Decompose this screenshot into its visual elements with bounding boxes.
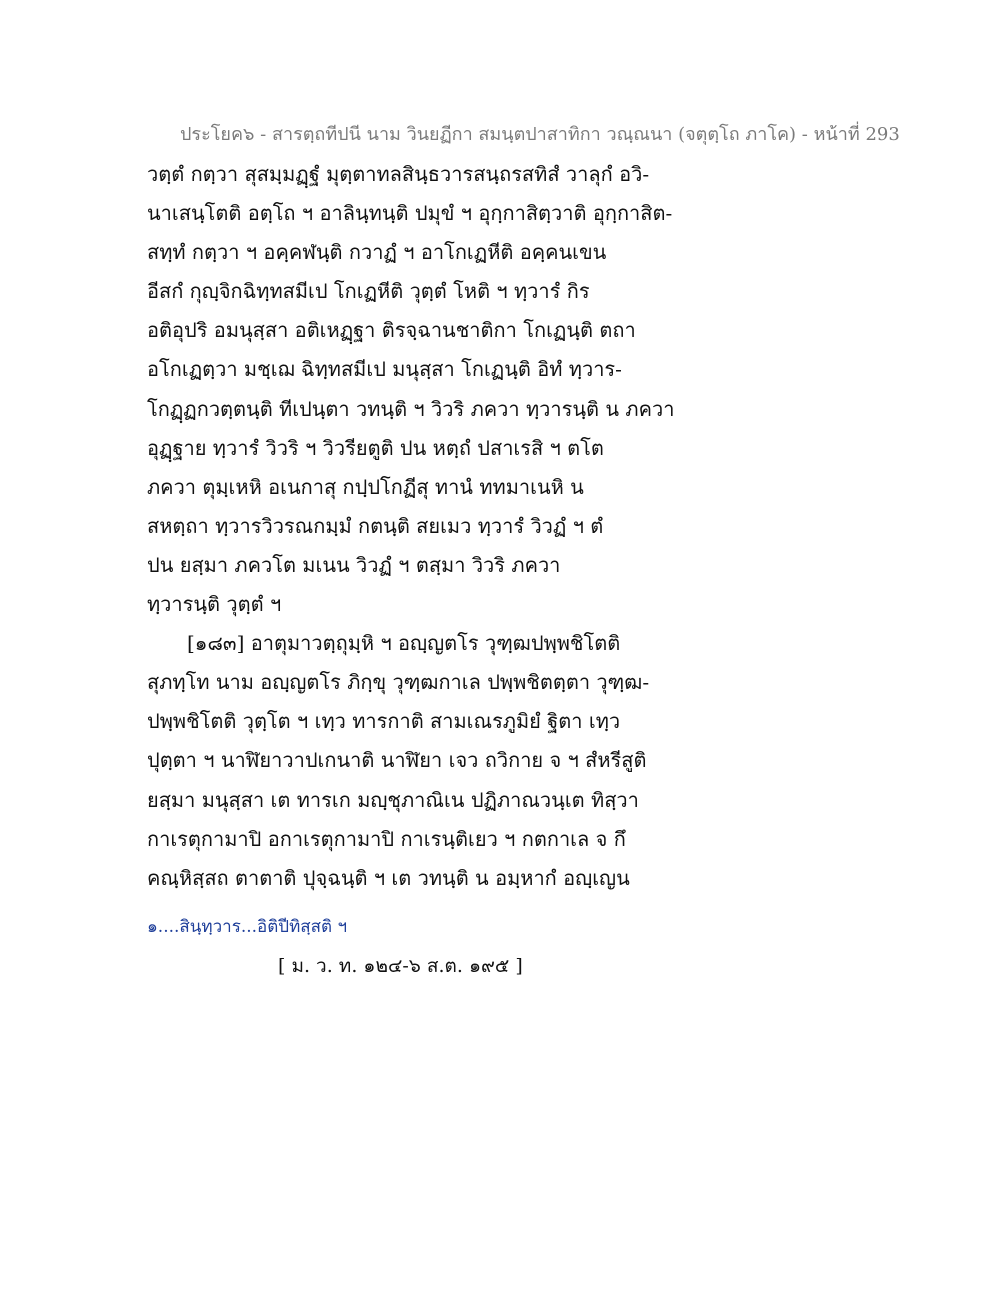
body-text — [147, 157, 675, 900]
text-line: วตฺตํ กตฺวา สุสมฺมฏฺฐํ มุตฺตาทลสินฺธวารสนฺถรสทิสํ วาลุกํ อวิ- — [147, 162, 650, 186]
text-line: อติอุปริ อมนุสฺสา อติเหฏฺฐา ติรจฺฉานชาติกา โกเฏนฺติ ตถา — [147, 318, 636, 343]
text-line: ยสฺมา มนุสฺสา เต ทารเก มญฺชุภาณิเน ปฏิภาณวนฺเต ทิสฺวา — [147, 787, 639, 812]
text-line: ปุตฺตา ฯ นาฬิยาวาปเกนาติ นาฬิยา เจว ถวิกาย จ ฯ สํหรีสูติ — [147, 748, 647, 773]
paragraph-start-line: [๑๘๓] อาตุมาวตฺถุมฺหิ ฯ อญฺญตโร วุฑฺฒปพฺพชิโตติ — [187, 631, 621, 656]
text-line: ภควา ตุมฺเหหิ อเนกาสุ กปฺปโกฏีสุ ทานํ ททมาเนหิ น — [147, 474, 584, 499]
text-line: สุภทฺโท นาม อญฺญตโร ภิกฺขุ วุฑฺฒกาเล ปพฺพชิตตฺตา วุฑฺฒ- — [147, 670, 650, 695]
text-line: ปพฺพชิโตติ วุตฺโต ฯ เทฺว ทารกาติ สามเณรภูมิยํ ฐิตา เทฺว — [147, 709, 621, 734]
text-line: สหตฺถา ทฺวารวิวรณกมฺมํ กตนฺติ สยเมว ทฺวารํ วิวฏํ ฯ ตํ — [147, 513, 604, 538]
text-line: นาเสนฺโตติ อตฺโถ ฯ อาลินฺทนฺติ ปมุขํ ฯ อุกฺกาสิตฺวาติ อุกฺกาสิต- — [147, 201, 673, 226]
text-line: อโกเฏตฺวา มชฺเฌ ฉิทฺทสมีเป มนุสฺสา โกเฏนฺติ อิทํ ทฺวาร- — [147, 357, 622, 382]
text-line: คณฺหิสฺสถ ตาตาติ ปุจฺฉนฺติ ฯ เต วทนฺติ น อมฺหากํ อญฺเญน — [147, 865, 630, 890]
text-line: ทฺวารนฺติ วุตฺตํ ฯ — [147, 592, 282, 617]
text-line: กาเรตุกามาปิ อกาเรตุกามาปิ กาเรนฺติเยว ฯ กตกาเล จ กึ — [147, 826, 626, 851]
text-line: โกฏฺฏกวตฺตนฺติ ทีเปนฺตา วทนฺติ ฯ วิวริ ภควา ทฺวารนฺติ น ภควา — [147, 396, 675, 421]
text-line: อุฏฺฐาย ทฺวารํ วิวริ ฯ วิวรียตูติ ปน หตฺถํ ปสาเรสิ ฯ ตโต — [147, 435, 604, 460]
text-line: สทฺทํ กตฺวา ฯ อคฺคฬนฺติ กวาฏํ ฯ อาโกเฏหีติ อคฺคนเขน — [147, 240, 607, 265]
footnote: ๑....สินฺทฺวาร...อิติปีทิสฺสติ ฯ — [147, 917, 348, 937]
text-line: ปน ยสฺมา ภควโต มเนน วิวฏํ ฯ ตสฺมา วิวริ ภควา — [147, 552, 561, 577]
page-reference: [ ม. ว. ท. ๑๒๔-๖ ส.ต. ๑๙๕ ] — [278, 955, 523, 977]
running-header: ประโยค๖ - สารตฺถทีปนี นาม วินยฏีกา สมนฺตปาสาทิกา วณฺณนา (จตุตฺโถ ภาโค) - หน้าที่ 293 — [180, 124, 900, 145]
text-line: อีสกํ กุญฺจิกฉิทฺทสมีเป โกเฏหีติ วุตฺตํ โหติ ฯ ทฺวารํ กิร — [147, 279, 590, 304]
